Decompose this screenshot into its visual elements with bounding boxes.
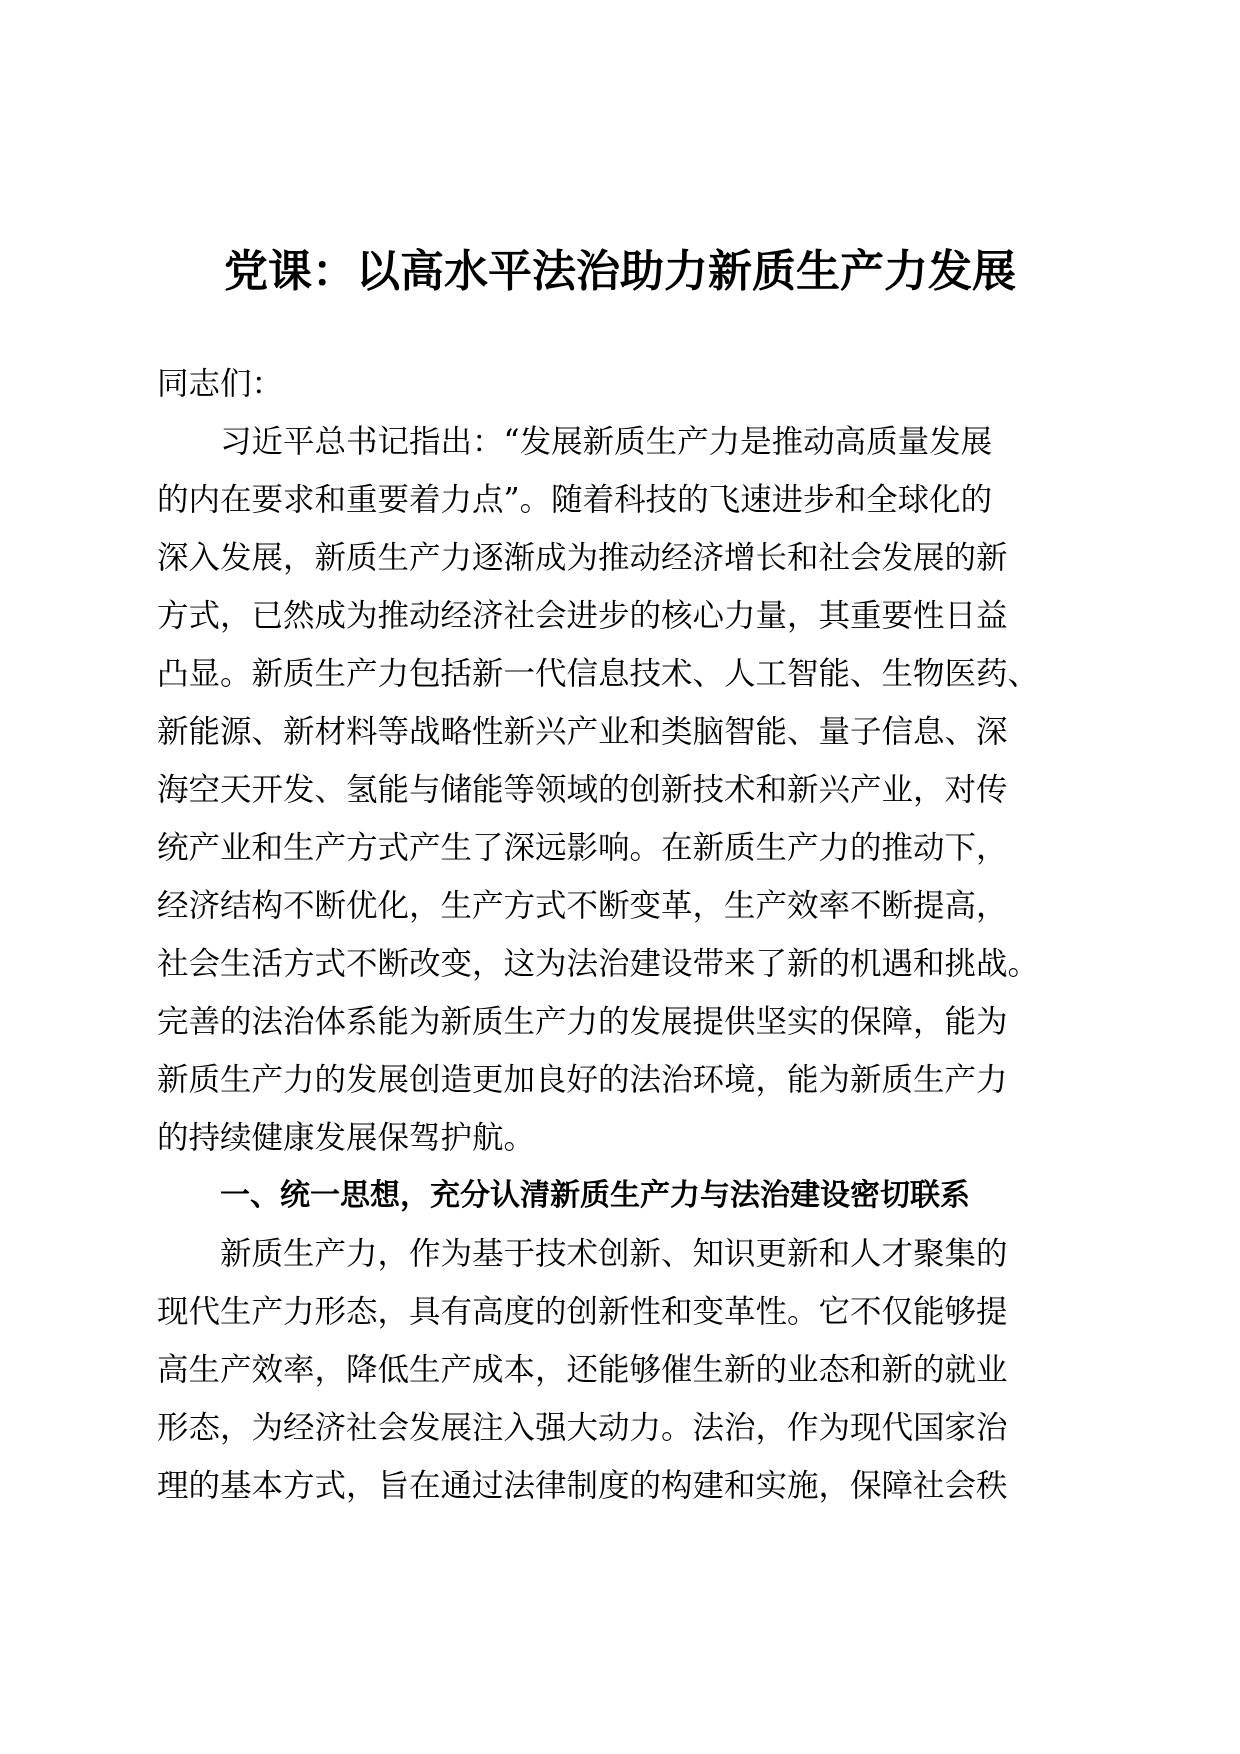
paragraph-line: 理的基本方式，旨在通过法律制度的构建和实施，保障社会秩 xyxy=(157,1468,1008,1504)
paragraph-line: 凸显。新质生产力包括新一代信息技术、人工智能、生物医药、 xyxy=(157,656,1040,692)
paragraph-line: 高生产效率，降低生产成本，还能够催生新的业态和新的就业 xyxy=(157,1352,1008,1388)
paragraph-line: 习近平总书记指出：“发展新质生产力是推动高质量发展 xyxy=(220,424,993,460)
paragraph-1 xyxy=(157,413,1077,1167)
paragraph-line: 现代生产力形态，具有高度的创新性和变革性。它不仅能够提 xyxy=(157,1294,1008,1330)
paragraph-line: 社会生活方式不断改变，这为法治建设带来了新的机遇和挑战。 xyxy=(157,946,1040,982)
salutation: 同志们： xyxy=(157,366,284,402)
paragraph-line: 新质生产力的发展创造更加良好的法治环境，能为新质生产力 xyxy=(157,1062,1008,1098)
paragraph-line: 新质生产力，作为基于技术创新、知识更新和人才聚集的 xyxy=(220,1236,1008,1272)
paragraph-line: 经济结构不断优化，生产方式不断变革，生产效率不断提高， xyxy=(157,888,1008,924)
paragraph-2 xyxy=(157,1225,1077,1515)
paragraph-line: 完善的法治体系能为新质生产力的发展提供坚实的保障，能为 xyxy=(157,1004,1008,1040)
paragraph-line: 的内在要求和重要着力点”。随着科技的飞速进步和全球化的 xyxy=(157,482,993,518)
section-heading: 一、统一思想，充分认清新质生产力与法治建设密切联系 xyxy=(220,1178,970,1213)
document-title: 党课：以高水平法治助力新质生产力发展 xyxy=(224,246,1016,297)
paragraph-line: 形态，为经济社会发展注入强大动力。法治，作为现代国家治 xyxy=(157,1410,1008,1446)
paragraph-line: 海空天开发、氢能与储能等领域的创新技术和新兴产业，对传 xyxy=(157,772,1008,808)
paragraph-line: 深入发展，新质生产力逐渐成为推动经济增长和社会发展的新 xyxy=(157,540,1008,576)
document-body xyxy=(157,355,1077,1515)
paragraph-line: 统产业和生产方式产生了深远影响。在新质生产力的推动下， xyxy=(157,830,1008,866)
paragraph-line: 新能源、新材料等战略性新兴产业和类脑智能、量子信息、深 xyxy=(157,714,1008,750)
paragraph-line: 的持续健康发展保驾护航。 xyxy=(157,1120,536,1156)
paragraph-line: 方式，已然成为推动经济社会进步的核心力量，其重要性日益 xyxy=(157,598,1008,634)
